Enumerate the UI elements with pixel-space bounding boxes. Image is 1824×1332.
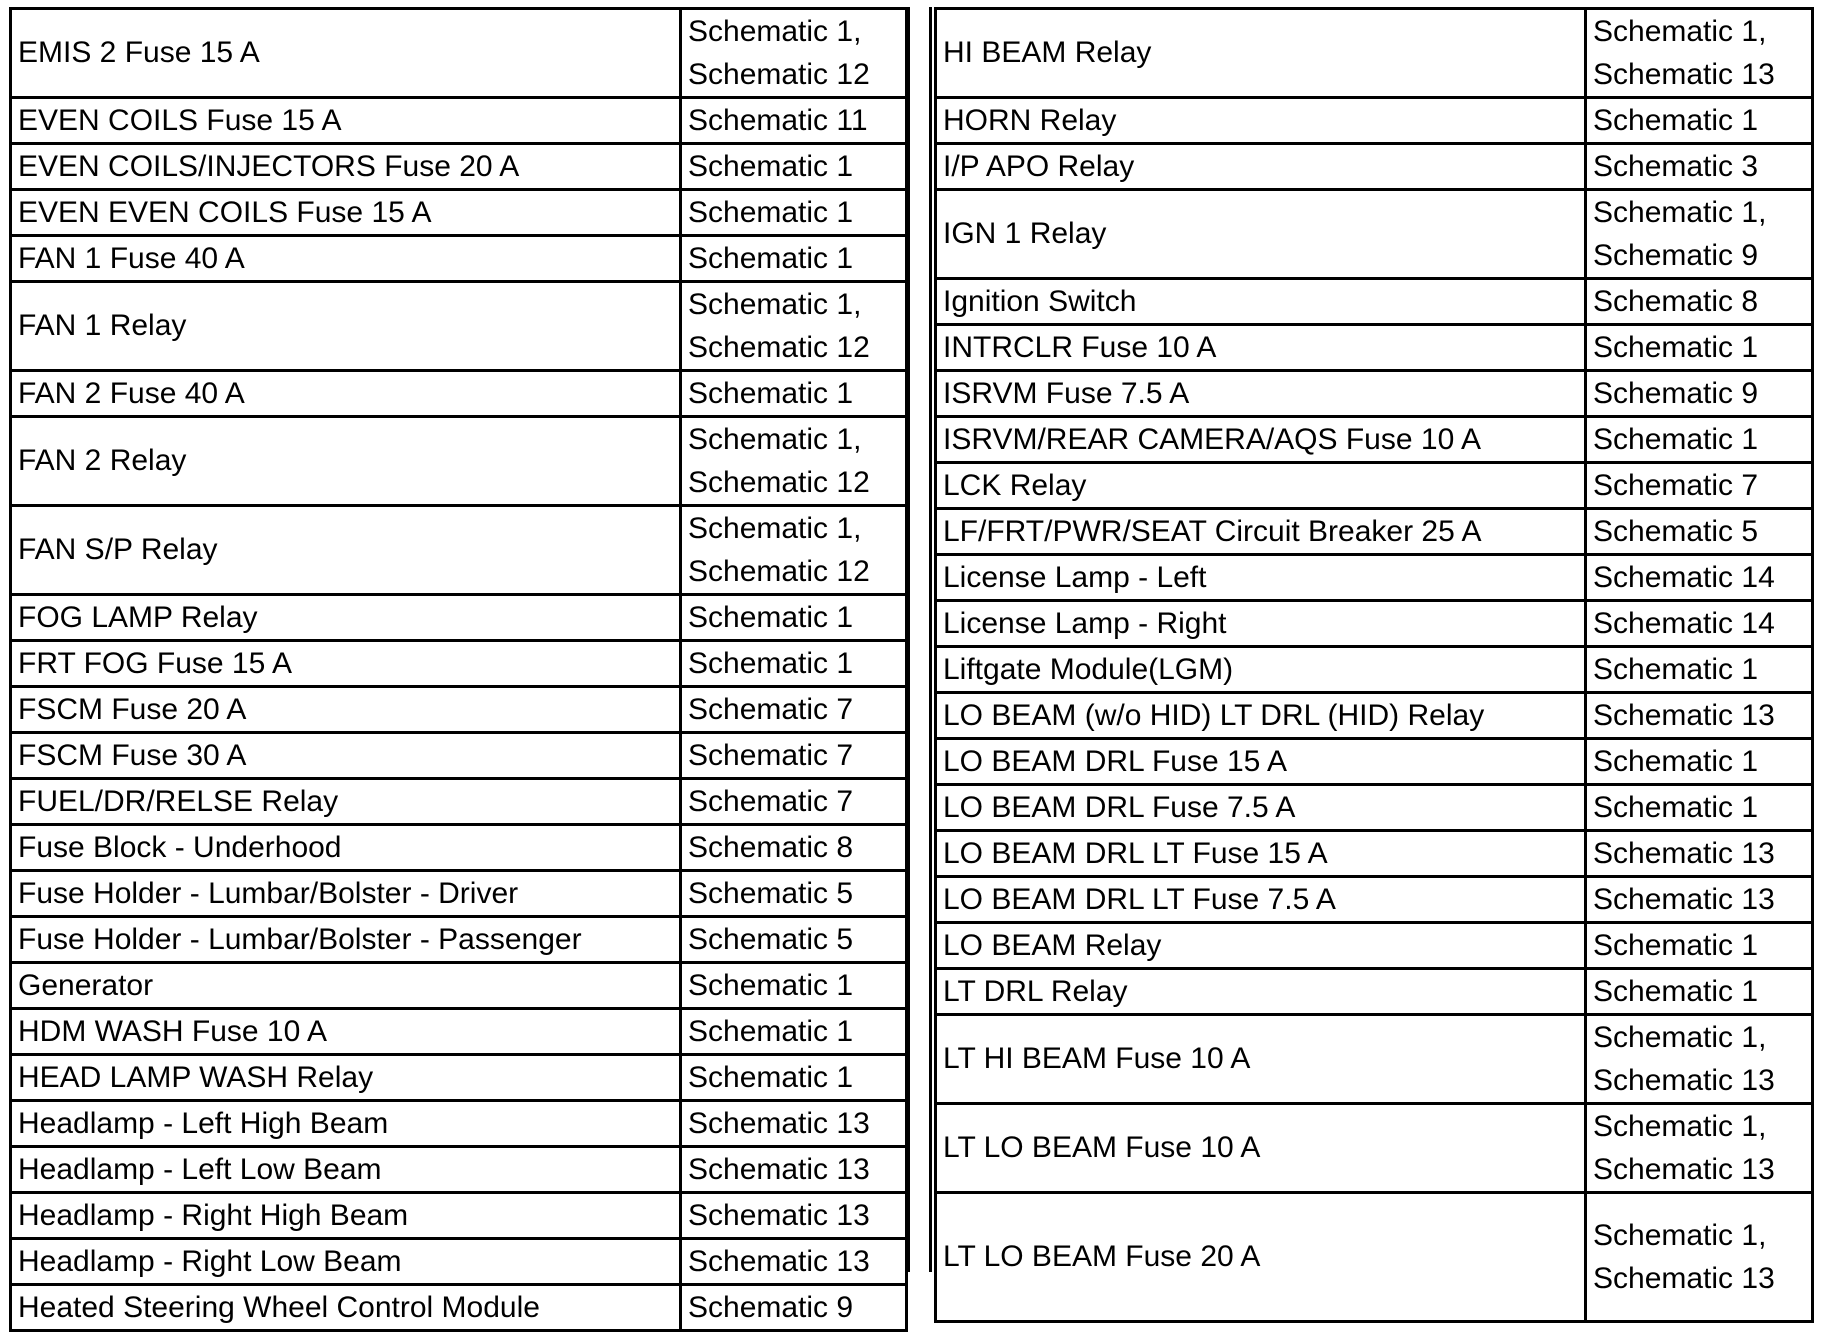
schematic-reference: Schematic 8 [1586, 279, 1813, 325]
schematic-reference: Schematic 1 [681, 641, 907, 687]
schematic-reference: Schematic 13 [681, 1193, 907, 1239]
component-index-page [9, 7, 1811, 1324]
table-row [936, 785, 1813, 831]
component-name: FSCM Fuse 30 A [11, 733, 681, 779]
component-name: HDM WASH Fuse 10 A [11, 1009, 681, 1055]
component-name: LO BEAM DRL Fuse 15 A [936, 739, 1586, 785]
component-name: LO BEAM DRL LT Fuse 15 A [936, 831, 1586, 877]
schematic-reference: Schematic 1 [681, 236, 907, 282]
component-table-left [9, 7, 908, 1332]
schematic-reference: Schematic 9 [1586, 371, 1813, 417]
table-row [11, 917, 907, 963]
table-row [11, 779, 907, 825]
component-name: Headlamp - Left Low Beam [11, 1147, 681, 1193]
component-name: FAN 1 Relay [11, 282, 681, 371]
table-row [11, 871, 907, 917]
schematic-reference: Schematic 14 [1586, 555, 1813, 601]
schematic-reference: Schematic 13 [681, 1239, 907, 1285]
table-row [936, 190, 1813, 279]
table-row [11, 282, 907, 371]
table-row [936, 647, 1813, 693]
component-name: FAN 2 Relay [11, 417, 681, 506]
schematic-reference: Schematic 5 [681, 917, 907, 963]
table-row [936, 9, 1813, 98]
component-name: ISRVM/REAR CAMERA/AQS Fuse 10 A [936, 417, 1586, 463]
table-row [936, 325, 1813, 371]
component-name: FRT FOG Fuse 15 A [11, 641, 681, 687]
component-name: EVEN COILS Fuse 15 A [11, 98, 681, 144]
schematic-reference: Schematic 1 [1586, 325, 1813, 371]
table-row [936, 923, 1813, 969]
schematic-reference: Schematic 8 [681, 825, 907, 871]
schematic-reference: Schematic 1, Schematic 13 [1586, 1193, 1813, 1322]
schematic-reference: Schematic 1 [1586, 923, 1813, 969]
table-row [11, 1101, 907, 1147]
schematic-reference: Schematic 1 [681, 1055, 907, 1101]
table-row [936, 279, 1813, 325]
component-name: LO BEAM DRL Fuse 7.5 A [936, 785, 1586, 831]
component-name: Liftgate Module(LGM) [936, 647, 1586, 693]
schematic-reference: Schematic 13 [1586, 693, 1813, 739]
component-name: FOG LAMP Relay [11, 595, 681, 641]
component-name: EVEN EVEN COILS Fuse 15 A [11, 190, 681, 236]
schematic-reference: Schematic 14 [1586, 601, 1813, 647]
component-name: LT LO BEAM Fuse 20 A [936, 1193, 1586, 1322]
table-row [11, 825, 907, 871]
component-name: EVEN COILS/INJECTORS Fuse 20 A [11, 144, 681, 190]
table-row [11, 687, 907, 733]
table-row [11, 506, 907, 595]
schematic-reference: Schematic 1, Schematic 13 [1586, 1104, 1813, 1193]
table-row [11, 733, 907, 779]
schematic-reference: Schematic 1, Schematic 12 [681, 9, 907, 98]
schematic-reference: Schematic 9 [681, 1285, 907, 1331]
table-row [936, 463, 1813, 509]
schematic-reference: Schematic 7 [681, 779, 907, 825]
component-name: Ignition Switch [936, 279, 1586, 325]
schematic-reference: Schematic 5 [1586, 509, 1813, 555]
table-row [936, 1015, 1813, 1104]
component-name: Fuse Holder - Lumbar/Bolster - Driver [11, 871, 681, 917]
table-row [11, 1285, 907, 1331]
schematic-reference: Schematic 13 [681, 1101, 907, 1147]
component-name: EMIS 2 Fuse 15 A [11, 9, 681, 98]
component-name: Headlamp - Left High Beam [11, 1101, 681, 1147]
table-row [11, 595, 907, 641]
table-row [11, 144, 907, 190]
table-row [11, 417, 907, 506]
schematic-reference: Schematic 1, Schematic 13 [1586, 1015, 1813, 1104]
column-divider [907, 7, 932, 1272]
table-row [936, 1193, 1813, 1322]
component-name: Headlamp - Right Low Beam [11, 1239, 681, 1285]
table-row [11, 1239, 907, 1285]
table-row [936, 693, 1813, 739]
component-name: HI BEAM Relay [936, 9, 1586, 98]
schematic-reference: Schematic 1, Schematic 12 [681, 506, 907, 595]
schematic-reference: Schematic 1 [1586, 785, 1813, 831]
component-name: FUEL/DR/RELSE Relay [11, 779, 681, 825]
schematic-reference: Schematic 1, Schematic 12 [681, 282, 907, 371]
schematic-reference: Schematic 13 [1586, 831, 1813, 877]
schematic-reference: Schematic 7 [1586, 463, 1813, 509]
component-name: LO BEAM (w/o HID) LT DRL (HID) Relay [936, 693, 1586, 739]
component-name: IGN 1 Relay [936, 190, 1586, 279]
table-row [936, 877, 1813, 923]
table-row [936, 601, 1813, 647]
schematic-reference: Schematic 1, Schematic 12 [681, 417, 907, 506]
schematic-reference: Schematic 3 [1586, 144, 1813, 190]
schematic-reference: Schematic 1 [681, 595, 907, 641]
table-row [11, 9, 907, 98]
component-name: LT HI BEAM Fuse 10 A [936, 1015, 1586, 1104]
table-row [11, 371, 907, 417]
component-name: License Lamp - Left [936, 555, 1586, 601]
table-row [11, 236, 907, 282]
schematic-reference: Schematic 1 [681, 190, 907, 236]
schematic-reference: Schematic 1 [1586, 969, 1813, 1015]
component-name: LO BEAM DRL LT Fuse 7.5 A [936, 877, 1586, 923]
component-name: HORN Relay [936, 98, 1586, 144]
schematic-reference: Schematic 1, Schematic 13 [1586, 9, 1813, 98]
component-name: LCK Relay [936, 463, 1586, 509]
component-name: LF/FRT/PWR/SEAT Circuit Breaker 25 A [936, 509, 1586, 555]
component-name: Headlamp - Right High Beam [11, 1193, 681, 1239]
table-row [936, 371, 1813, 417]
table-row [936, 739, 1813, 785]
table-row [11, 1055, 907, 1101]
schematic-reference: Schematic 13 [681, 1147, 907, 1193]
component-name: License Lamp - Right [936, 601, 1586, 647]
schematic-reference: Schematic 1 [681, 1009, 907, 1055]
component-name: I/P APO Relay [936, 144, 1586, 190]
component-name: LO BEAM Relay [936, 923, 1586, 969]
table-row [11, 98, 907, 144]
schematic-reference: Schematic 7 [681, 687, 907, 733]
schematic-reference: Schematic 1 [1586, 647, 1813, 693]
schematic-reference: Schematic 1 [1586, 739, 1813, 785]
schematic-reference: Schematic 1 [681, 371, 907, 417]
component-name: LT DRL Relay [936, 969, 1586, 1015]
component-name: Fuse Holder - Lumbar/Bolster - Passenger [11, 917, 681, 963]
schematic-reference: Schematic 11 [681, 98, 907, 144]
component-table-left-body [11, 9, 907, 1331]
table-row [11, 1009, 907, 1055]
table-row [936, 1104, 1813, 1193]
table-row [936, 144, 1813, 190]
component-name: Heated Steering Wheel Control Module [11, 1285, 681, 1331]
schematic-reference: Schematic 1 [681, 963, 907, 1009]
table-row [936, 969, 1813, 1015]
component-name: Fuse Block - Underhood [11, 825, 681, 871]
component-table-right [934, 7, 1814, 1323]
component-name: HEAD LAMP WASH Relay [11, 1055, 681, 1101]
component-table-right-body [936, 9, 1813, 1322]
table-row [936, 555, 1813, 601]
schematic-reference: Schematic 1 [1586, 98, 1813, 144]
table-row [936, 98, 1813, 144]
table-row [11, 641, 907, 687]
schematic-reference: Schematic 1 [681, 144, 907, 190]
schematic-reference: Schematic 1 [1586, 417, 1813, 463]
component-name: FAN 1 Fuse 40 A [11, 236, 681, 282]
table-row [11, 963, 907, 1009]
table-row [11, 1193, 907, 1239]
table-row [936, 417, 1813, 463]
table-row [11, 190, 907, 236]
schematic-reference: Schematic 13 [1586, 877, 1813, 923]
schematic-reference: Schematic 7 [681, 733, 907, 779]
schematic-reference: Schematic 1, Schematic 9 [1586, 190, 1813, 279]
table-row [936, 831, 1813, 877]
component-name: ISRVM Fuse 7.5 A [936, 371, 1586, 417]
component-name: FAN 2 Fuse 40 A [11, 371, 681, 417]
component-name: INTRCLR Fuse 10 A [936, 325, 1586, 371]
table-row [11, 1147, 907, 1193]
component-name: Generator [11, 963, 681, 1009]
component-name: FAN S/P Relay [11, 506, 681, 595]
component-name: LT LO BEAM Fuse 10 A [936, 1104, 1586, 1193]
table-row [936, 509, 1813, 555]
schematic-reference: Schematic 5 [681, 871, 907, 917]
component-name: FSCM Fuse 20 A [11, 687, 681, 733]
